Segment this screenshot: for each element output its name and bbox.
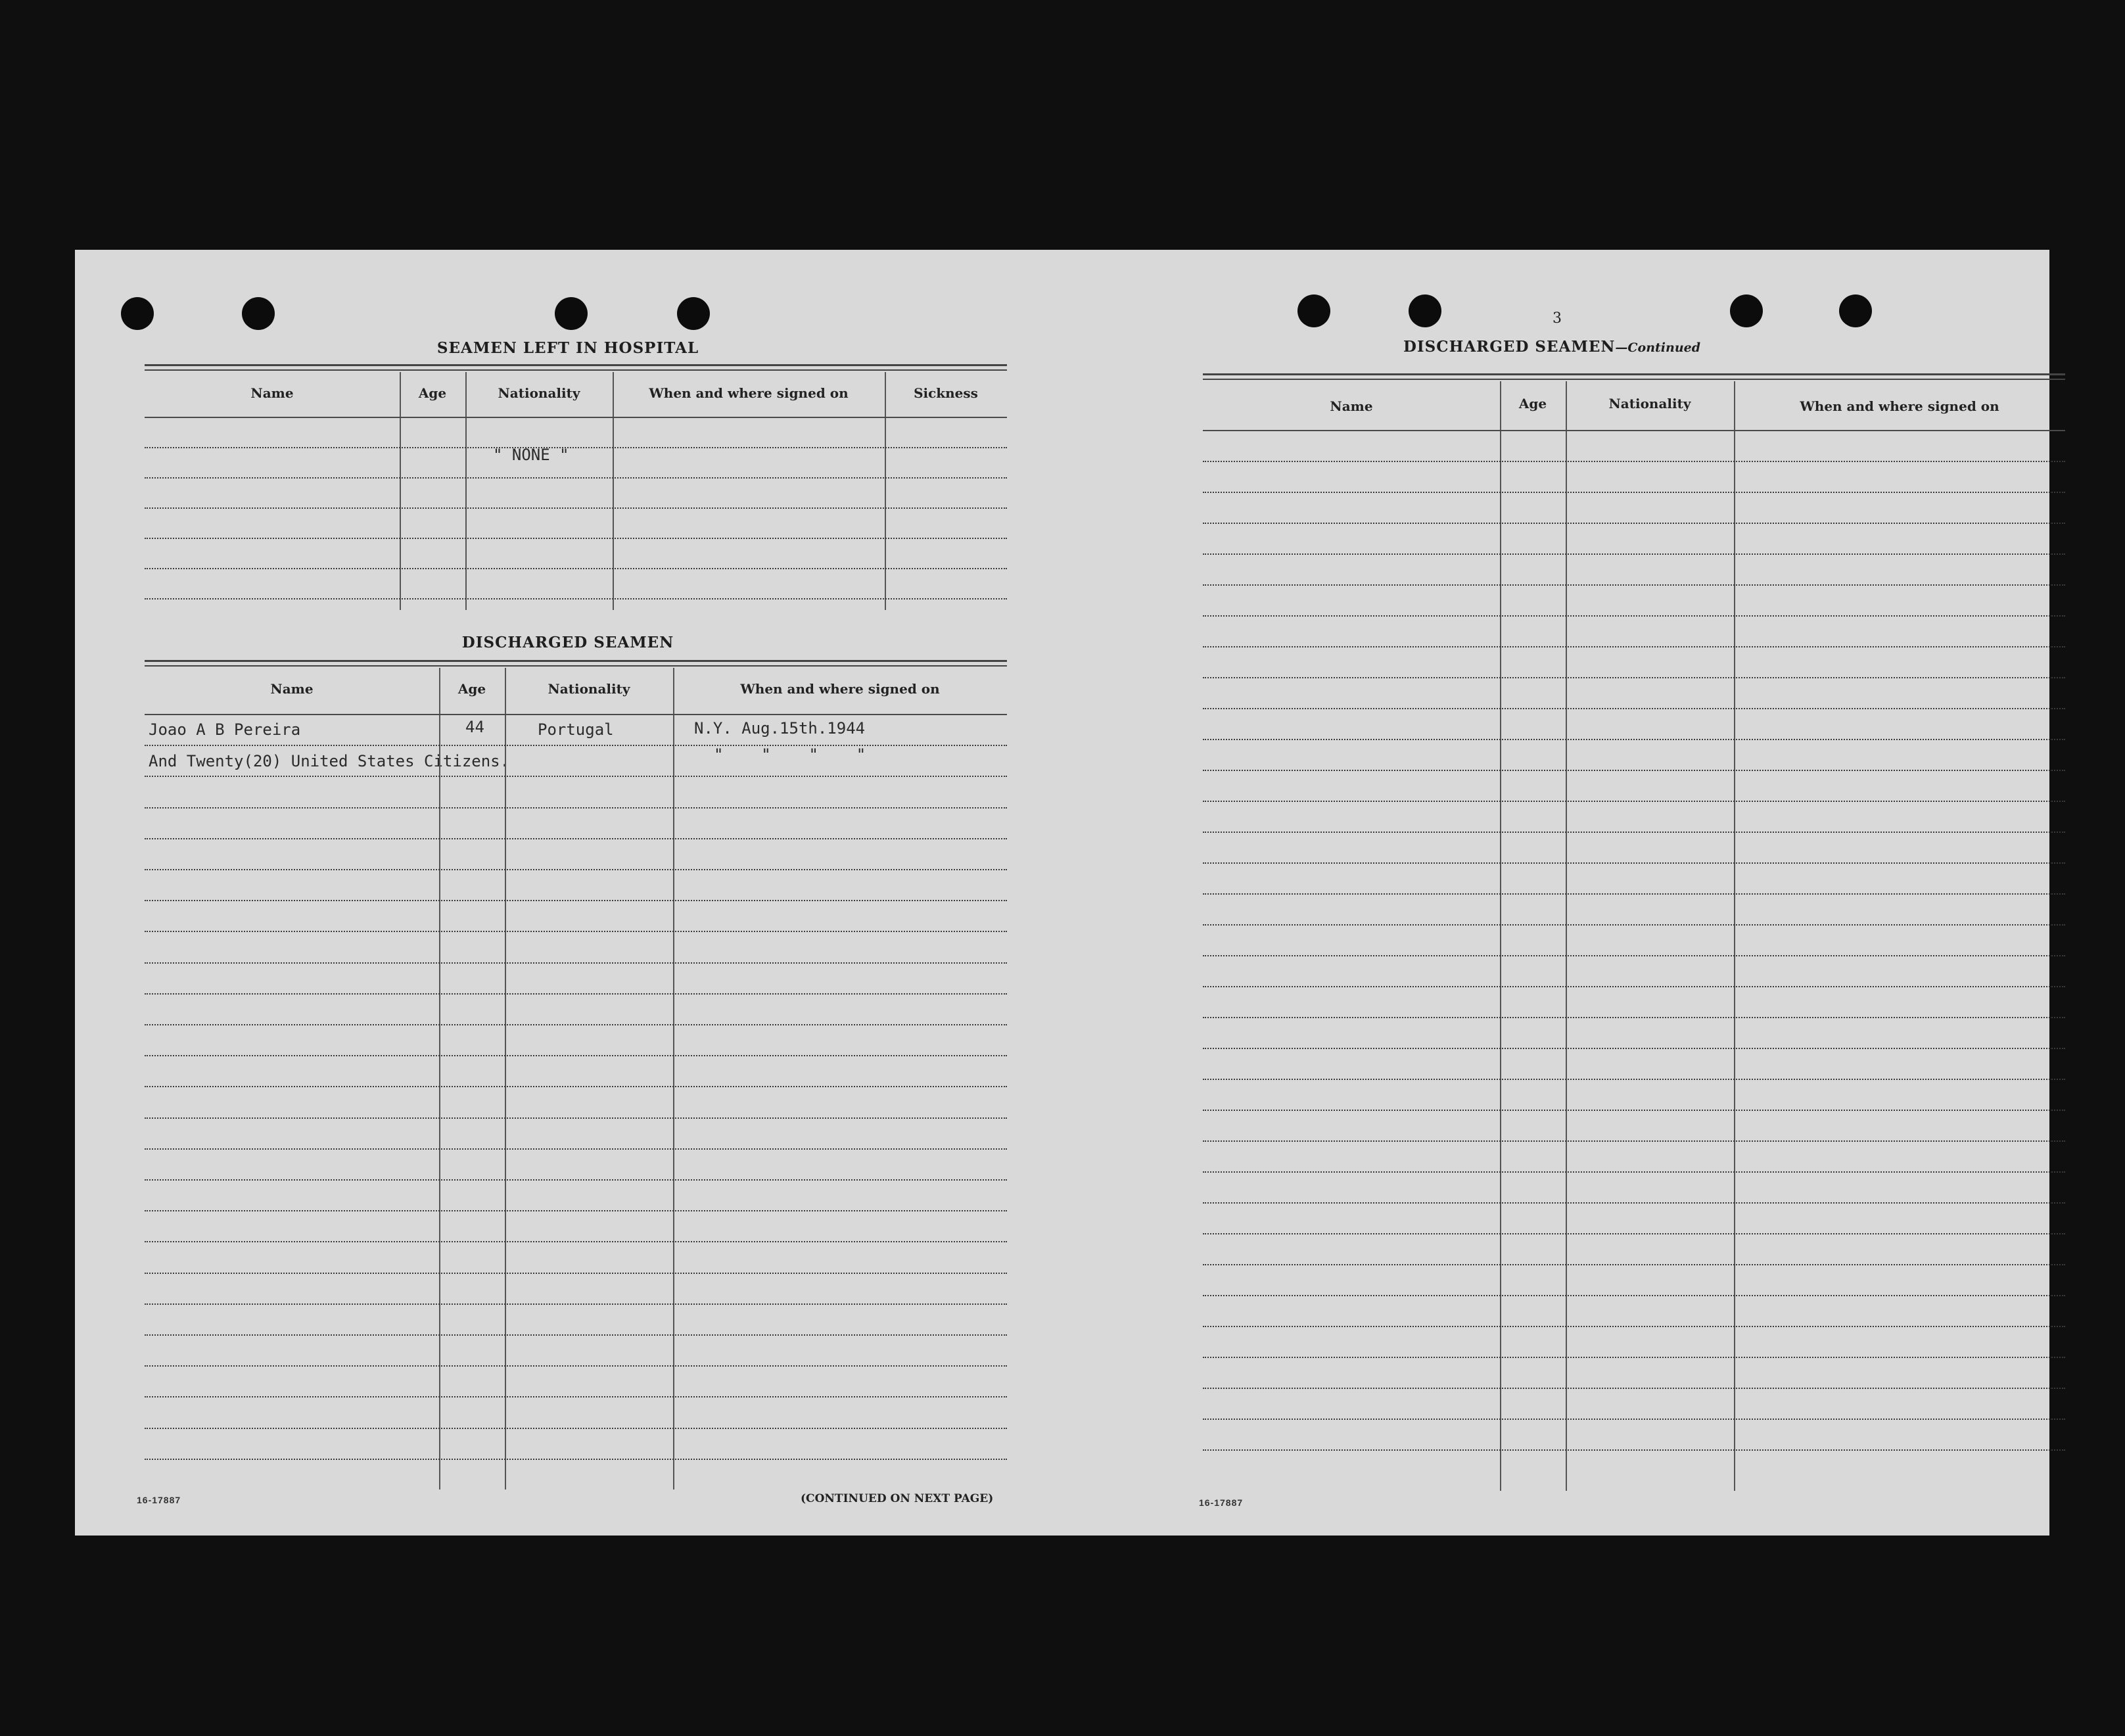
hospital-table bbox=[145, 364, 1007, 610]
ruled-line bbox=[1203, 1295, 2065, 1296]
left-page bbox=[75, 250, 1061, 1536]
ruled-line bbox=[145, 1428, 1007, 1429]
ruled-line bbox=[145, 807, 1007, 809]
ruled-line bbox=[145, 1365, 1007, 1367]
ruled-line bbox=[145, 417, 1007, 418]
ruled-line bbox=[1203, 1449, 2065, 1451]
ruled-line bbox=[1203, 461, 2065, 462]
document-sheet bbox=[75, 250, 2049, 1536]
row-1-name: Joao A B Pereira bbox=[149, 720, 301, 739]
discharged-continued-title bbox=[996, 338, 2107, 356]
ruled-line bbox=[1203, 893, 2065, 895]
discharged-continued-table bbox=[1203, 373, 2065, 1491]
ruled-line bbox=[145, 477, 1007, 479]
column-divider bbox=[885, 372, 886, 610]
ruled-line bbox=[1203, 1233, 2065, 1234]
continued-note: (CONTINUED ON NEXT PAGE) bbox=[801, 1492, 994, 1505]
ruled-line bbox=[1203, 1264, 2065, 1265]
row-1-nationality: Portugal bbox=[538, 720, 614, 739]
ruled-line bbox=[145, 1179, 1007, 1181]
ruled-line bbox=[1203, 553, 2065, 555]
ruled-line bbox=[1203, 430, 2065, 431]
column-header-age: Age bbox=[418, 385, 447, 401]
column-divider bbox=[400, 372, 401, 610]
column-header-signed-on: When and where signed on bbox=[649, 385, 849, 401]
column-header-sickness: Sickness bbox=[914, 385, 978, 401]
ruled-line bbox=[1203, 862, 2065, 864]
ruled-line bbox=[1203, 523, 2065, 524]
ruled-line bbox=[145, 1148, 1007, 1150]
ruled-line bbox=[145, 745, 1007, 746]
ruled-line bbox=[1203, 1202, 2065, 1204]
ruled-line bbox=[1203, 1017, 2065, 1018]
ruled-line bbox=[1203, 1388, 2065, 1389]
ruled-line bbox=[1203, 708, 2065, 709]
ruled-line bbox=[1203, 1048, 2065, 1049]
row-2-signed-on: " " " " bbox=[714, 745, 866, 764]
column-divider bbox=[1734, 381, 1735, 1491]
ruled-line bbox=[145, 993, 1007, 995]
ruled-line bbox=[145, 538, 1007, 539]
hospital-none-entry: " NONE " bbox=[493, 446, 569, 464]
ruled-line bbox=[145, 962, 1007, 964]
ruled-line bbox=[145, 568, 1007, 569]
column-divider bbox=[613, 372, 614, 610]
ruled-line bbox=[1203, 1110, 2065, 1111]
row-2-name: And Twenty(20) United States Citizens. bbox=[149, 752, 510, 770]
ruled-line bbox=[145, 1303, 1007, 1305]
row-1-age: 44 bbox=[465, 718, 484, 736]
ruled-line bbox=[145, 1241, 1007, 1242]
page-number: 3 bbox=[1553, 310, 1562, 327]
column-header-age: Age bbox=[457, 681, 486, 697]
ruled-line bbox=[145, 1459, 1007, 1460]
discharged-title-text: DISCHARGED SEAMEN bbox=[1403, 338, 1616, 356]
ruled-line bbox=[1203, 770, 2065, 771]
column-header-nationality: Nationality bbox=[1608, 396, 1691, 411]
ruled-line bbox=[1203, 492, 2065, 493]
ruled-line bbox=[145, 714, 1007, 715]
ruled-line bbox=[145, 1210, 1007, 1211]
ruled-line bbox=[1203, 1326, 2065, 1327]
ruled-line bbox=[1203, 739, 2065, 740]
right-page bbox=[1062, 250, 2049, 1536]
ruled-line bbox=[1203, 986, 2065, 987]
column-header-signed-on: When and where signed on bbox=[740, 681, 940, 697]
column-divider bbox=[1566, 381, 1567, 1491]
ruled-line bbox=[1203, 1419, 2065, 1420]
ruled-line bbox=[145, 1273, 1007, 1274]
discharged-table bbox=[145, 660, 1007, 1490]
ruled-line bbox=[1203, 584, 2065, 586]
ruled-line bbox=[145, 1396, 1007, 1397]
ruled-line bbox=[1203, 1079, 2065, 1080]
ruled-line bbox=[145, 1334, 1007, 1336]
form-number: 16-17887 bbox=[1199, 1497, 1244, 1508]
column-header-name: Name bbox=[1330, 398, 1373, 414]
ruled-line bbox=[1203, 955, 2065, 956]
ruled-line bbox=[145, 776, 1007, 777]
ruled-line bbox=[145, 1024, 1007, 1025]
column-divider bbox=[465, 372, 467, 610]
ruled-line bbox=[1203, 677, 2065, 678]
continued-suffix: —Continued bbox=[1615, 340, 1701, 355]
ruled-line bbox=[145, 1117, 1007, 1119]
column-header-age: Age bbox=[1518, 396, 1547, 411]
row-1-signed-on: N.Y. Aug.15th.1944 bbox=[694, 719, 866, 738]
column-divider bbox=[1500, 381, 1501, 1491]
ruled-line bbox=[145, 447, 1007, 448]
ruled-line bbox=[145, 900, 1007, 901]
column-header-nationality: Nationality bbox=[498, 385, 580, 401]
ruled-line bbox=[1203, 924, 2065, 926]
ruled-line bbox=[1203, 646, 2065, 647]
ruled-line bbox=[145, 1086, 1007, 1087]
ruled-line bbox=[145, 507, 1007, 509]
ruled-line bbox=[145, 838, 1007, 839]
hospital-section-title: SEAMEN LEFT IN HOSPITAL bbox=[436, 339, 699, 357]
ruled-line bbox=[1203, 1140, 2065, 1142]
ruled-line bbox=[145, 869, 1007, 870]
ruled-line bbox=[145, 1055, 1007, 1056]
ruled-line bbox=[1203, 801, 2065, 802]
form-number: 16-17887 bbox=[137, 1495, 181, 1505]
ruled-line bbox=[145, 598, 1007, 599]
column-header-signed-on: When and where signed on bbox=[1800, 398, 1999, 414]
ruled-line bbox=[145, 931, 1007, 932]
ruled-line bbox=[1203, 615, 2065, 617]
ruled-line bbox=[1203, 1357, 2065, 1358]
column-header-name: Name bbox=[270, 681, 314, 697]
ruled-line bbox=[1203, 1171, 2065, 1173]
column-header-name: Name bbox=[250, 385, 294, 401]
discharged-section-title: DISCHARGED SEAMEN bbox=[461, 634, 674, 651]
ruled-line bbox=[1203, 832, 2065, 833]
column-header-nationality: Nationality bbox=[548, 681, 630, 697]
